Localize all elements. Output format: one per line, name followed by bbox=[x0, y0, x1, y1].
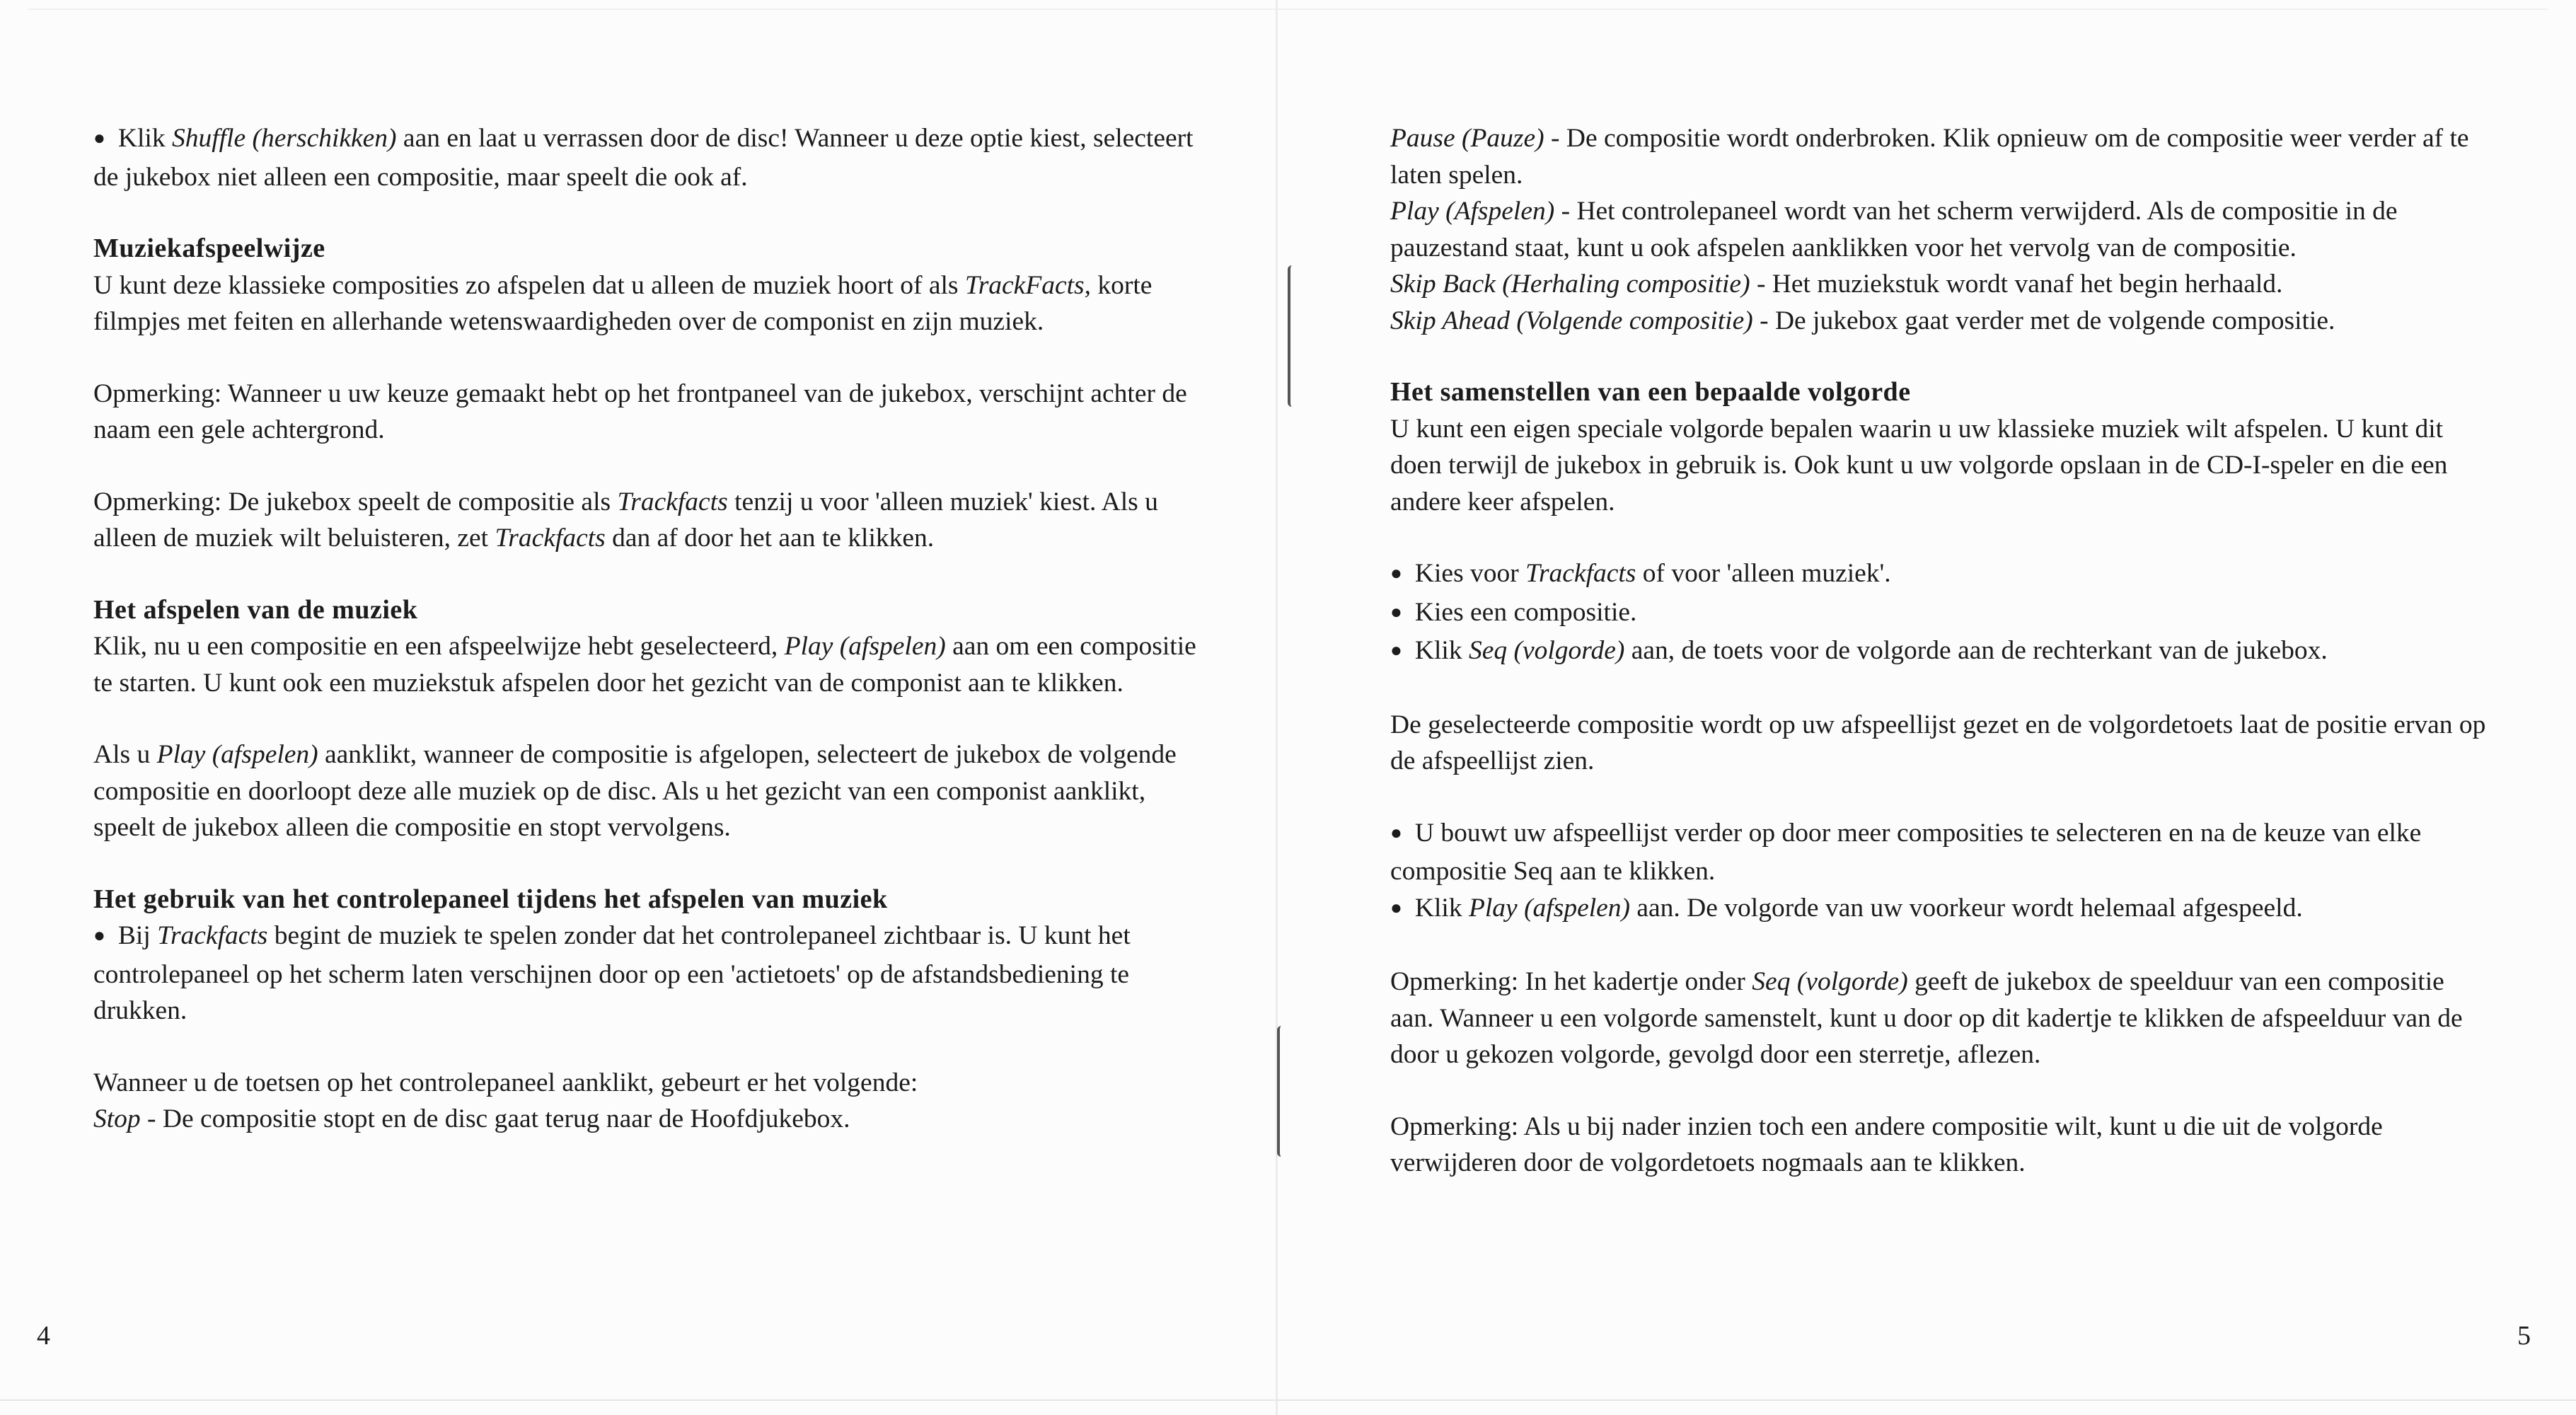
definition-stop: Stop - De compositie stopt en de disc gaat terug naar de Hoofdjukebox. bbox=[93, 1104, 850, 1133]
paragraph-play-continue: Als u Play (afspelen) aanklikt, wanneer de compositie is afgelopen, selecteert de jukebox de volgende compositie en doorloopt deze alle muziek op de disc. Als u het gezicht van een componist aanklikt, speelt de jukebox alleen die compositie en stopt vervolgens. bbox=[93, 740, 1177, 842]
paragraph-trackfacts-intro: U kunt deze klassieke composities zo afspelen dat u alleen de muziek hoort of als TrackFacts, korte filmpjes met feiten en allerhande wetenswaardigheden over de componist en zijn muziek. bbox=[93, 270, 1153, 336]
paragraph-volgorde-intro: U kunt een eigen speciale volgorde bepalen waarin u uw klassieke muziek wilt afspelen. U kunt dit doen terwijl de jukebox in gebruik is. Ook kunt u uw volgorde opslaan in de CD-I-speler en die een andere keer afspelen. bbox=[1390, 414, 2448, 516]
page-number-left: 4 bbox=[37, 1321, 50, 1351]
note-speelduur: Opmerking: In het kadertje onder Seq (volgorde) geeft de jukebox de speelduur van een compositie aan. Wanneer u een volgorde samenstelt, kunt u door op dit kadertje te klikken de afspeelduur van de door u gekozen volgorde, gevolgd door een sterretje, aflezen. bbox=[1390, 967, 2463, 1069]
paragraph-play-start: Klik, nu u een compositie en een afspeelwijze hebt geselecteerd, Play (afspelen) aan om een compositie te starten. U kunt ook een muziekstuk afspelen door het gezicht van de componist aan te klikken. bbox=[93, 632, 1196, 698]
heading-muziekafspeelwijze: Muziekafspeelwijze bbox=[93, 233, 325, 263]
right-page bbox=[1277, 0, 2576, 1415]
bullet-klik-seq: ● Klik Seq (volgorde) aan, de toets voor de volgorde aan de rechterkant van de jukebox. bbox=[1390, 633, 2494, 671]
bullet-kies-compositie: ● Kies een compositie. bbox=[1390, 594, 2494, 633]
left-page bbox=[0, 0, 1277, 1415]
right-column bbox=[1390, 120, 2494, 1182]
note-verwijderen: Opmerking: Als u bij nader inzien toch een andere compositie wilt, kunt u die uit de volgorde verwijderen door de volgordetoets nogmaals aan te klikken. bbox=[1390, 1111, 2383, 1177]
bullet-trackfacts-panel: ● Bij Trackfacts begint de muziek te spelen zonder dat het controlepaneel zichtbaar is. U kunt het controlepaneel op het scherm laten verschijnen door op een 'actietoets' op de afstandsbediening te drukken. bbox=[93, 918, 1197, 1029]
heading-controlepaneel: Het gebruik van het controlepaneel tijdens het afspelen van muziek bbox=[93, 884, 888, 914]
heading-volgorde: Het samenstellen van een bepaalde volgorde bbox=[1390, 377, 1911, 407]
definition-skip-ahead: Skip Ahead (Volgende compositie) - De jukebox gaat verder met de volgende compositie. bbox=[1390, 306, 2335, 335]
bullet-bouw-afspeellijst: ● U bouwt uw afspeellijst verder op door meer composities te selecteren en na de keuze van elke compositie Seq aan te klikken. bbox=[1390, 815, 2494, 890]
heading-afspelen-muziek: Het afspelen van de muziek bbox=[93, 594, 418, 625]
definition-play: Play (Afspelen) - Het controlepaneel wordt van het scherm verwijderd. Als de compositie in de pauzestand staat, kunt u ook afspelen aanklikken voor het vervolg van de compositie. bbox=[1390, 197, 2398, 262]
left-column bbox=[93, 120, 1197, 1138]
definition-pause: Pause (Pauze) - De compositie wordt onderbroken. Klik opnieuw om de compositie weer verder af te laten spelen. bbox=[1390, 124, 2469, 190]
page-number-right: 5 bbox=[2517, 1321, 2531, 1351]
note-trackfacts-default: Opmerking: De jukebox speelt de compositie als Trackfacts tenzij u voor 'alleen muziek' kiest. Als u alleen de muziek wilt beluisteren, zet Trackfacts dan af door het aan te klikken. bbox=[93, 487, 1158, 553]
paragraph-buttons-intro: Wanneer u de toetsen op het controlepaneel aanklikt, gebeurt er het volgende: bbox=[93, 1068, 918, 1097]
bottom-edge bbox=[0, 1399, 2576, 1401]
bullet-kies-trackfacts: ● Kies voor Trackfacts of voor 'alleen muziek'. bbox=[1390, 555, 2494, 594]
definition-skip-back: Skip Back (Herhaling compositie) - Het muziekstuk wordt vanaf het begin herhaald. bbox=[1390, 270, 2283, 299]
bullet-shuffle: ● Klik Shuffle (herschikken) aan en laat u verrassen door de disc! Wanneer u deze optie kiest, selecteert de jukebox niet alleen een compositie, maar speelt die ook af. bbox=[93, 120, 1197, 195]
paragraph-afspeellijst: De geselecteerde compositie wordt op uw afspeellijst gezet en de volgordetoets laat de positie ervan op de afspeellijst zien. bbox=[1390, 710, 2486, 775]
note-yellow-background: Opmerking: Wanneer u uw keuze gemaakt hebt op het frontpaneel van de jukebox, verschijnt achter de naam een gele achtergrond. bbox=[93, 379, 1187, 444]
bullet-klik-play: ● Klik Play (afspelen) aan. De volgorde van uw voorkeur wordt helemaal afgespeeld. bbox=[1390, 890, 2494, 929]
